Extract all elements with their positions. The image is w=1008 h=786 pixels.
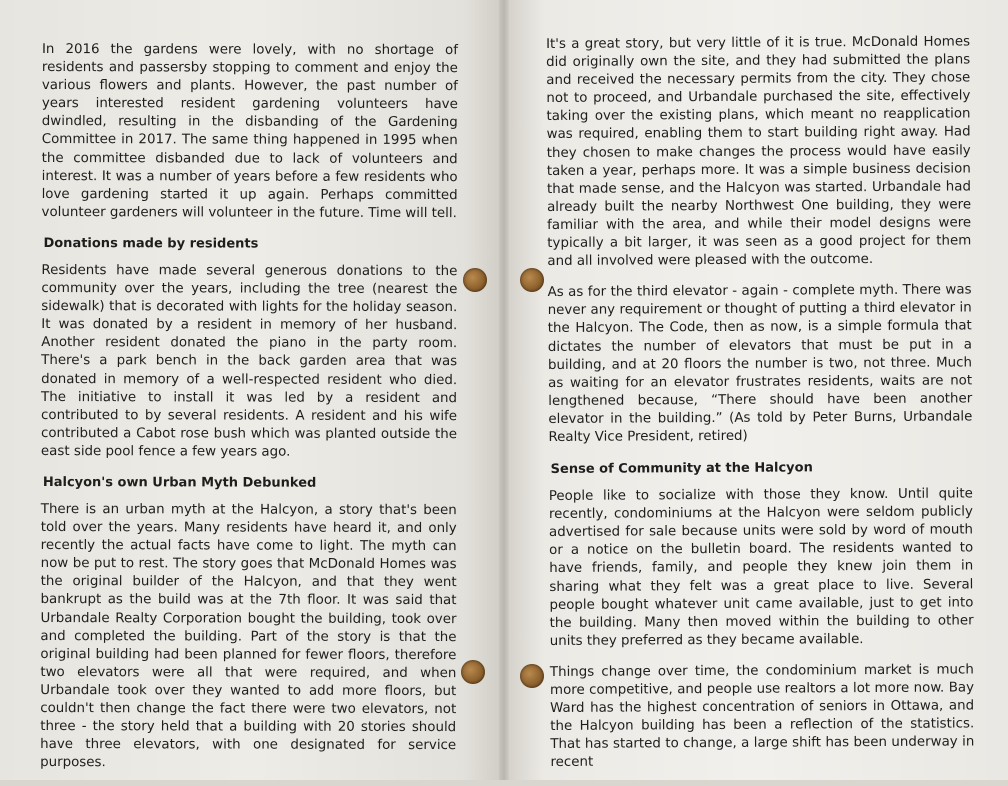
urban-myth-heading: Halcyon's own Urban Myth Debunked xyxy=(42,474,317,491)
book-spine xyxy=(499,0,509,780)
left-column xyxy=(40,41,458,786)
market-change-paragraph: Things change over time, the condominium market is much more competitive, and people use realtors a lot more now. Bay Ward has the highest concentration of seniors in Ottawa, and the Halcyon building has been a reflection of the statistics. That has started to change, a large shift has been underway in recent xyxy=(549,662,975,771)
binder-hole-bottom-left xyxy=(461,660,485,684)
right-column xyxy=(546,33,975,785)
binder-hole-top-right xyxy=(520,268,544,292)
community-heading: Sense of Community at the Halcyon xyxy=(550,460,813,478)
left-page xyxy=(0,0,504,780)
binder-hole-bottom-right xyxy=(520,664,544,688)
gardens-paragraph: In 2016 the gardens were lovely, with no shortage of residents and passersby stopping to comment and enjoy the various flowers and plants. However, the past number of years interested resident gardening volunteers have dwindled, resulting in the disbanding of the Gardening Committee in 2017. The same thing happened in 1995 when the committee disbanded due to lack of volunteers and interest. It was a number of years before a few residents who love gardening started it up again. Perhaps committed volunteer gardeners will volunteer in the future. Time will tell. xyxy=(41,41,458,221)
urban-myth-paragraph: There is an urban myth at the Halcyon, a story that's been told over the years. Many residents have heard it, and only recently the actual facts have come to light. The myth can now be put to rest. The story goes that McDonald Homes was the original builder of the Halcyon, and that they went bankrupt as the build was at the 7th floor. It was said that Urbandale Realty Corporation bought the building, took over and completed the building. Part of the story is that the original building had been planned for fewer floors, therefore two elevators were all that were required, and when Urbandale took over they wanted to add more floors, but couldn't then change the fact there were two elevators, not three - the story held that a building with 20 stories should have three elevators, with one designated for service purposes. xyxy=(40,501,457,771)
community-paragraph: People like to socialize with those they know. Until quite recently, condominiums at the Halcyon were seldom publicly advertised for sale because units were sold by word of mouth or a notice on the bulletin board. The residents wanted to have friends, family, and people they knew join them in sharing what they felt was a great place to live. Several people bought whatever unit came available, just to get into the building. Many then moved within the building to other units they preferred as they became available. xyxy=(548,486,974,649)
binder-hole-top-left xyxy=(463,268,487,292)
donations-paragraph: Residents have made several generous donations to the community over the years, including the tree (nearest the sidewalk) that is decorated with lights for the holiday season. It was donated by a resident in memory of her husband. Another resident donated the piano in the party room. There's a park bench in the back garden area that was donated in memory of a well-respected resident who died. The initiative to install it was led by a resident and contributed to by several residents. A resident and his wife contributed a Cabot rose bush which was planted outside the east side pool fence a few years ago. xyxy=(40,262,458,460)
myth-facts-paragraph: It's a great story, but very little of it is true. McDonald Homes did originally own the site, and they had submitted the plans and received the necessary permits from the city. They chose not to proceed, and Urbandale purchased the site, effectively taking over the existing plans, which meant no reapplication was required, enabling them to start building right away. Had they chosen to make changes the process would have easily taken a year, perhaps more. It was a simple business decision that made sense, and the Halcyon was started. Urbandale had already built the nearby Northwest One building, they were familiar with the area, and while their model designs were typically a bit larger, it was seen as a good project for them and all involved were pleased with the outcome. xyxy=(546,34,972,270)
donations-heading: Donations made by residents xyxy=(43,235,259,252)
elevator-paragraph: As as for the third elevator - again - complete myth. There was never any requirement or thought of putting a third elevator in the Halcyon. The Code, then as now, is a simple formula that dictates the number of elevators that must be put in a building, and at 20 floors the number is two, not three. Much as waiting for an elevator frustrates residents, waits are not lengthened because, “There should have been another elevator in the building.” (As told by Peter Burns, Urbandale Realty Vice President, retired) xyxy=(547,282,973,445)
